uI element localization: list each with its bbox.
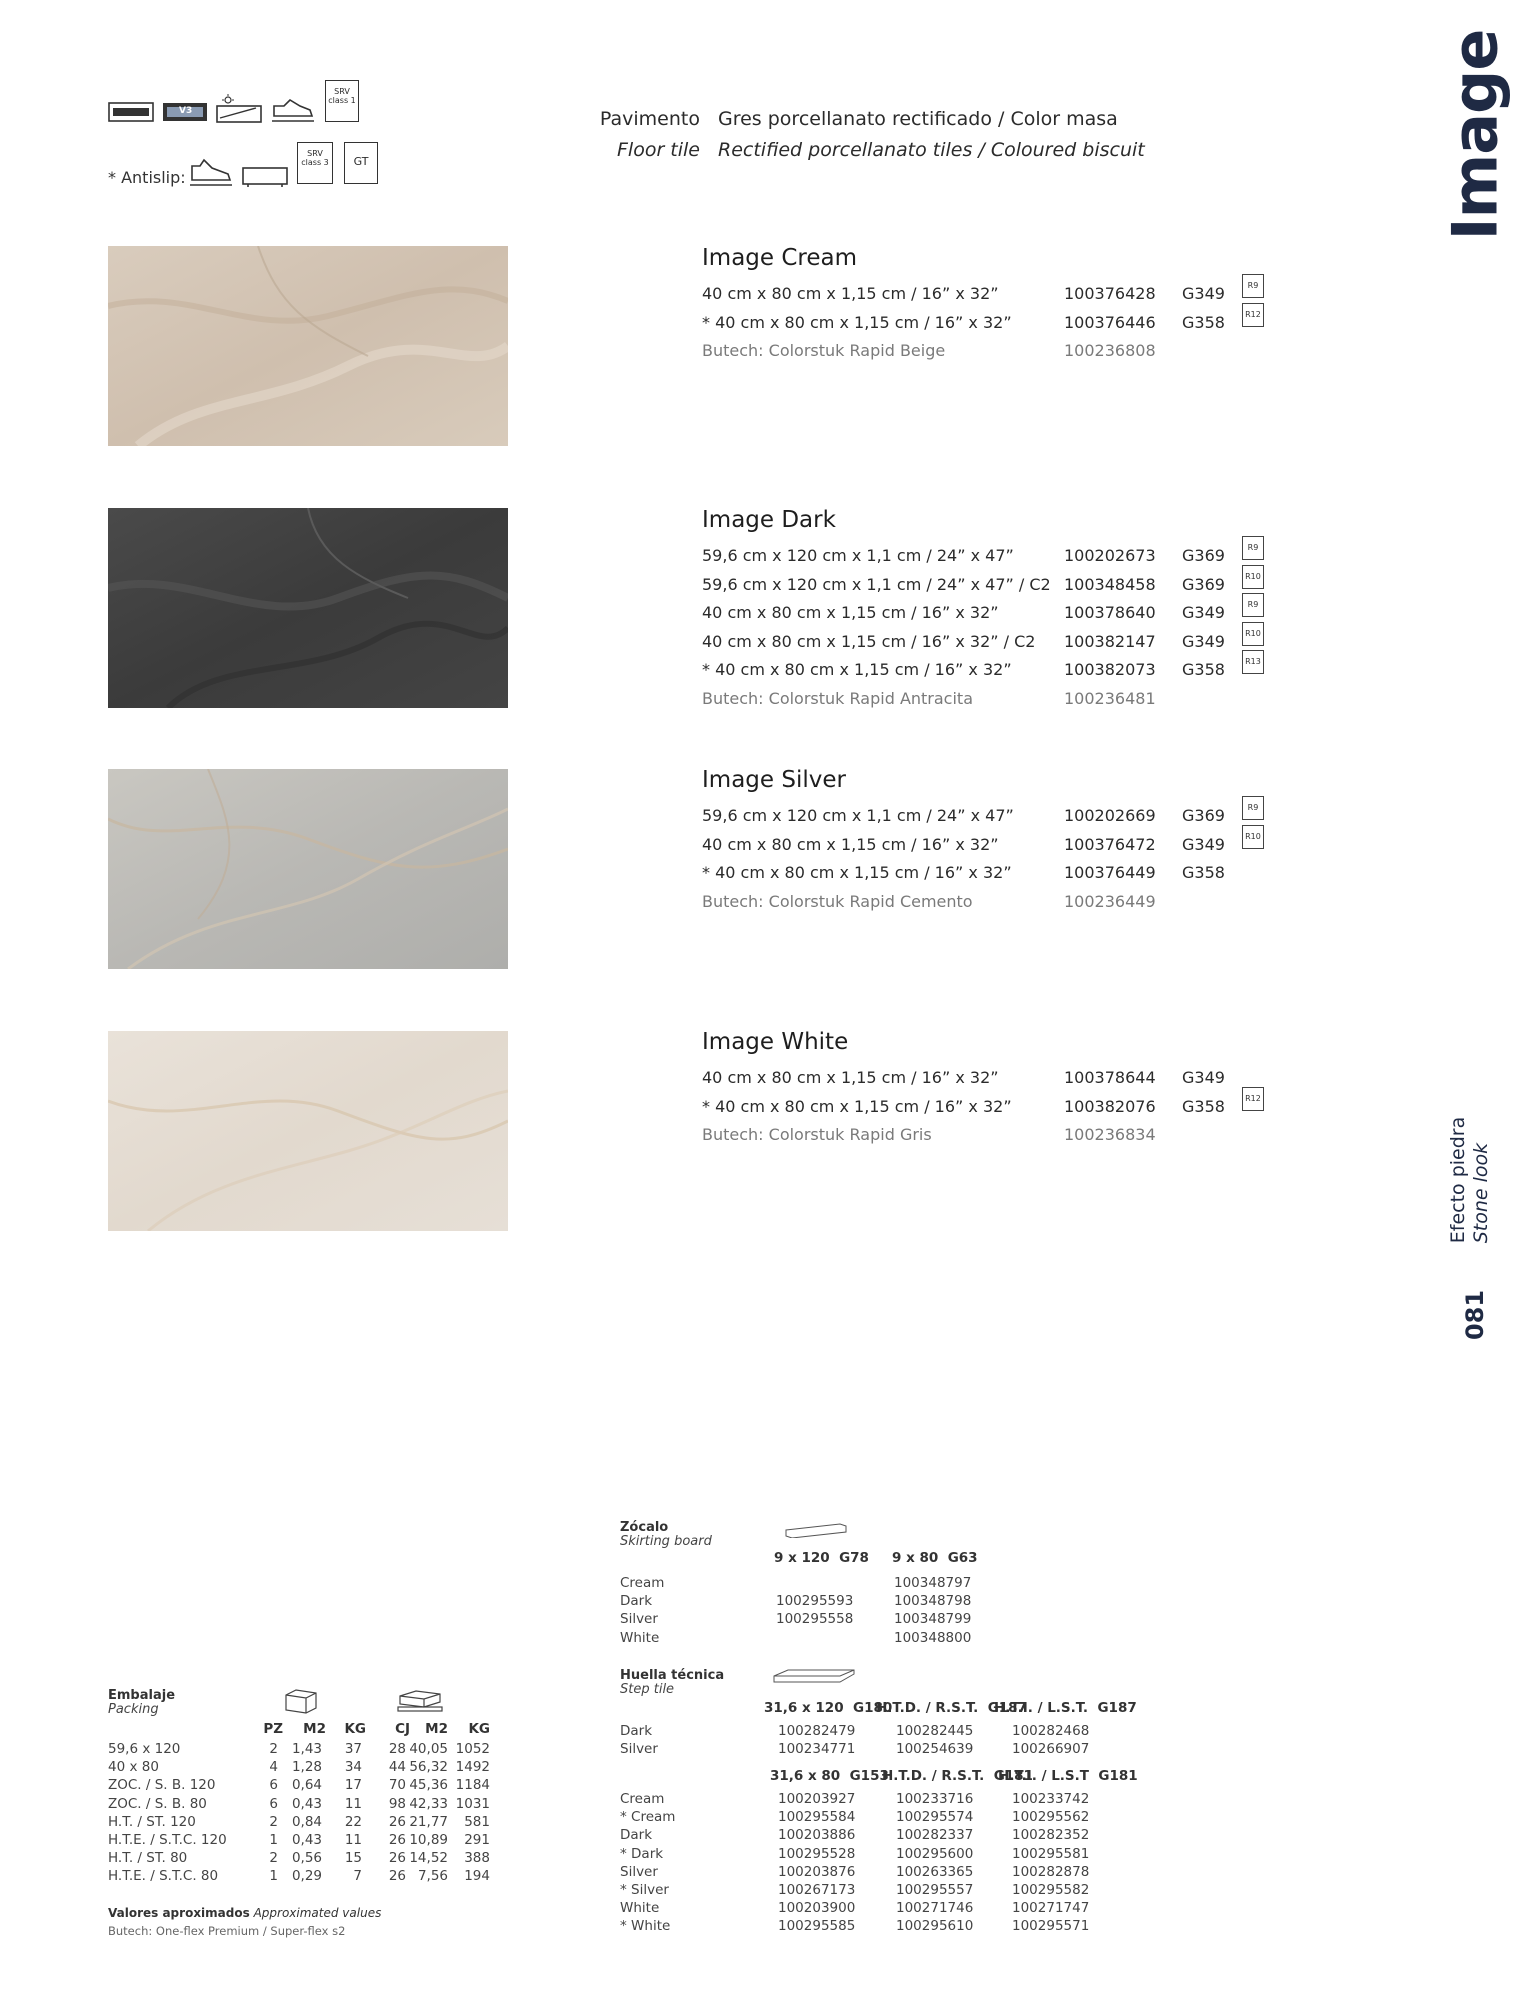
- header-es-text: Gres porcellanato rectificado / Color masa: [718, 108, 1118, 130]
- skirting-row: White 100348800: [620, 1629, 972, 1646]
- slip-rating-badge: R9: [1242, 536, 1264, 560]
- rectified-edge-icon: [108, 100, 154, 128]
- slip-rating-badge: R10: [1242, 825, 1264, 849]
- skirting-title: Zócalo: [620, 1520, 669, 1535]
- slip-rating-badge: R12: [1242, 1087, 1264, 1111]
- slip-rating-badge: R12: [1242, 303, 1264, 327]
- light-traffic-icon: [216, 94, 262, 122]
- product-row: 59,6 cm x 120 cm x 1,1 cm / 24” x 47” / C2 100348458 G369 R10: [702, 571, 1322, 600]
- skirting-row: Dark 100295593 100348798: [620, 1593, 972, 1610]
- srv-class1-label: SRV class 1: [328, 87, 356, 105]
- packing-section: [108, 1688, 508, 1948]
- product-image-white: [702, 1028, 1322, 1150]
- antislip-barefoot-icon: [242, 164, 288, 192]
- step-row: Dark 100282479 100282445 100282468: [620, 1723, 1090, 1739]
- product-name: Image Dark: [702, 507, 836, 533]
- product-row: 40 cm x 80 cm x 1,15 cm / 16” x 32” 100376428 G349 R9: [702, 280, 1322, 309]
- slip-rating-badge: R13: [1242, 650, 1264, 674]
- product-image-cream: [702, 244, 1322, 366]
- header-en-label: Floor tile: [616, 139, 700, 161]
- gt-label: GT: [353, 155, 369, 168]
- packing-butech: Butech: One-flex Premium / Super-flex s2: [108, 1924, 346, 1938]
- product-image-dark: [702, 506, 1322, 713]
- v3-label: V3: [179, 106, 193, 116]
- step-subtitle: Step tile: [620, 1682, 675, 1697]
- tile-image-cream: [108, 246, 508, 446]
- step-row: Silver 100234771 100254639 100266907: [620, 1741, 1090, 1758]
- section-label: [1440, 1115, 1500, 1245]
- product-name: Image Silver: [702, 767, 846, 793]
- packing-row: H.T.E. / S.T.C. 80 1 0,29 7 26 7,56 194: [108, 1868, 490, 1885]
- product-row: 40 cm x 80 cm x 1,15 cm / 16” x 32” 100378640 G349 R9: [702, 599, 1322, 628]
- step-row: * White 100295585 100295610 100295571: [620, 1918, 1090, 1935]
- product-row: 40 cm x 80 cm x 1,15 cm / 16” x 32” 100378644 G349: [702, 1068, 1225, 1087]
- product-row: 59,6 cm x 120 cm x 1,1 cm / 24” x 47” 100202673 G369 R9: [702, 542, 1322, 571]
- butech-row: Butech: Colorstuk Rapid Cemento 100236449: [702, 891, 1156, 911]
- antislip-shoe-icon: [188, 158, 234, 186]
- skirting-col2-header: 9 x 80 G63: [892, 1550, 978, 1566]
- product-row: * 40 cm x 80 cm x 1,15 cm / 16” x 32” 100376446 G358 R12: [702, 309, 1322, 338]
- header-en-text: Rectified porcellanato tiles / Coloured biscuit: [718, 139, 1145, 161]
- skirting-row: Cream 100348797: [620, 1575, 972, 1591]
- packing-title: Embalaje: [108, 1688, 176, 1703]
- packing-row: 59,6 x 120 2 1,43 37 28 40,05 1052: [108, 1741, 490, 1757]
- packing-row: ZOC. / S. B. 80 6 0,43 11 98 42,33 1031: [108, 1795, 490, 1812]
- skirting-col1-header: 9 x 120 G78: [774, 1550, 869, 1566]
- product-row: * 40 cm x 80 cm x 1,15 cm / 16” x 32” 100382076 G358 R12: [702, 1093, 1322, 1122]
- step-tile-icon: [772, 1668, 856, 1684]
- shoe-traffic-icon: [270, 94, 316, 122]
- product-row: 59,6 cm x 120 cm x 1,1 cm / 24” x 47” 100202669 G369 R9: [702, 802, 1322, 831]
- product-image-silver: [702, 766, 1322, 916]
- step-title: Huella técnica: [620, 1668, 725, 1683]
- skirting-section: [620, 1520, 1080, 1650]
- product-name: Image White: [702, 1029, 849, 1055]
- collection-title: Image: [1438, 29, 1512, 241]
- step-row: Cream 100203927 100233716 100233742: [620, 1791, 1090, 1807]
- step-row: Dark 100203886 100282337 100282352: [620, 1827, 1090, 1844]
- packing-row: ZOC. / S. B. 120 6 0,64 17 70 45,36 1184: [108, 1777, 490, 1794]
- v3-variation-icon: [162, 100, 208, 128]
- pallet-icon: [396, 1688, 444, 1714]
- packing-row: H.T.E. / S.T.C. 120 1 0,43 11 26 10,89 291: [108, 1832, 490, 1848]
- slip-rating-badge: R10: [1242, 565, 1264, 589]
- box-icon: [284, 1688, 318, 1714]
- skirting-subtitle: Skirting board: [620, 1534, 712, 1549]
- packing-row: H.T. / ST. 120 2 0,84 22 26 21,77 581: [108, 1813, 490, 1830]
- packing-row: 40 x 80 4 1,28 34 44 56,32 1492: [108, 1759, 490, 1776]
- step-row: * Silver 100267173 100295557 100295582: [620, 1882, 1090, 1898]
- slip-rating-badge: R9: [1242, 274, 1264, 298]
- step-section: Huella técnica Step tile 31,6 x 120 G180 H.T.D. / R.S.T. G187 H.T.I. / L.S.T. G187 Dark 100282479 100282445 100282468 Silver 100234771 100254639 100266907 31,6 x 80 G153 H.T.D. / R.S.T. G181 H.T.I. / L.S.T G181 Cream 100203927 100233716 100233742 * Cream 100295584 100295574 100295562 Dark 100203886 100282337 100282352 * Dark 100295528 100295600 100295581 Silver 100203876 100263365 100282878 * Silver 100267173 100295557 100295582 White 100203900 100271746 100271747 * White 100295585 100295610 100295571: [620, 1668, 1140, 1950]
- skirting-board-icon: [784, 1522, 848, 1538]
- product-name: Image Cream: [702, 245, 858, 271]
- srv-class3-icon: [297, 142, 333, 184]
- skirting-row: Silver 100295558 100348799: [620, 1611, 972, 1628]
- antislip-label: * Antislip:: [108, 168, 186, 187]
- section-en: Stone look: [1470, 1142, 1492, 1244]
- packing-header-row: PZ M2 KG CJ M2 KG: [263, 1721, 490, 1737]
- slip-rating-badge: R10: [1242, 622, 1264, 646]
- section-es: Efecto piedra: [1447, 1116, 1469, 1244]
- step-row: Silver 100203876 100263365 100282878: [620, 1863, 1090, 1880]
- tile-image-white: [108, 1031, 508, 1231]
- product-row: 40 cm x 80 cm x 1,15 cm / 16” x 32” 100376472 G349 R10: [702, 831, 1322, 860]
- tile-image-dark: [108, 508, 508, 708]
- slip-rating-badge: R9: [1242, 593, 1264, 617]
- product-row: 40 cm x 80 cm x 1,15 cm / 16” x 32” / C2 100382147 G349 R10: [702, 628, 1322, 657]
- butech-row: Butech: Colorstuk Rapid Beige 100236808: [702, 341, 1156, 360]
- butech-row: Butech: Colorstuk Rapid Gris 100236834: [702, 1125, 1156, 1144]
- srv-class1-icon: [325, 80, 359, 122]
- packing-subtitle: Packing: [108, 1702, 159, 1717]
- step-row: White 100203900 100271746 100271747: [620, 1900, 1090, 1917]
- page-number: 081: [1461, 1289, 1489, 1341]
- step-row: * Dark 100295528 100295600 100295581: [620, 1845, 1090, 1862]
- gt-icon: [344, 142, 378, 184]
- step-row: * Cream 100295584 100295574 100295562: [620, 1809, 1090, 1826]
- srv-class3-label: SRV class 3: [301, 149, 329, 167]
- product-row: * 40 cm x 80 cm x 1,15 cm / 16” x 32” 100382073 G358 R13: [702, 656, 1322, 685]
- product-row: * 40 cm x 80 cm x 1,15 cm / 16” x 32” 100376449 G358: [702, 863, 1225, 882]
- butech-row: Butech: Colorstuk Rapid Antracita 100236481: [702, 688, 1156, 708]
- tile-image-silver: [108, 769, 508, 969]
- packing-row: H.T. / ST. 80 2 0,56 15 26 14,52 388: [108, 1850, 490, 1867]
- header-es-label: Pavimento: [599, 108, 700, 130]
- packing-note: Valores aproximados Approximated values: [108, 1906, 382, 1920]
- slip-rating-badge: R9: [1242, 796, 1264, 820]
